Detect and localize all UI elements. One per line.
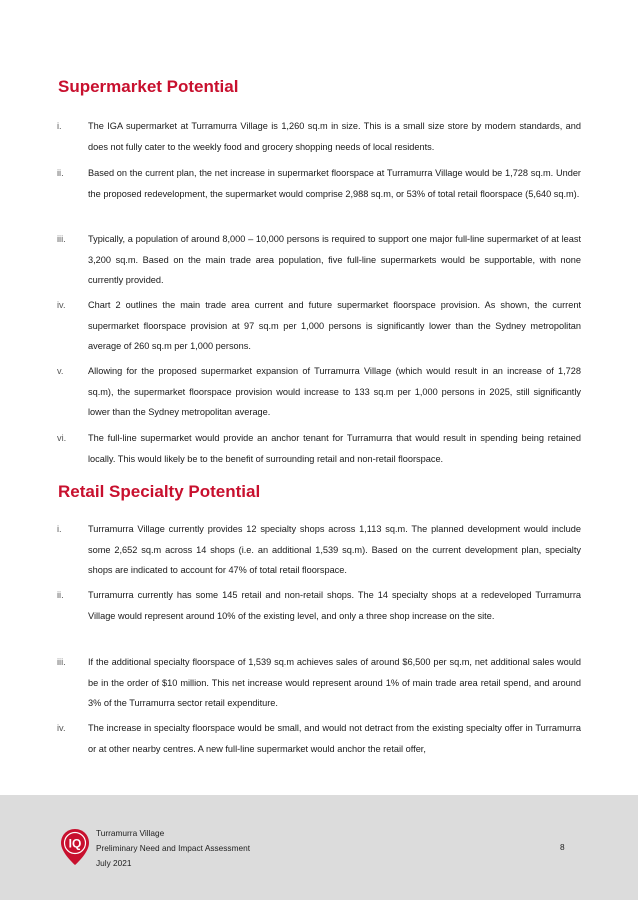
logo-text: IQ <box>68 836 82 851</box>
list-item-text: The increase in specialty floorspace would be small, and would not detract from the existing specialty offer in Turramurra or at other nearby centres. A new full-line supermarket would anchor the retail offer, <box>88 723 581 754</box>
list-item-number: ii. <box>57 590 64 600</box>
footer-report-title: Preliminary Need and Impact Assessment <box>96 843 251 853</box>
list-item-text: The IGA supermarket at Turramurra Village is 1,260 sq.m in size. This is a small size store by modern standards, and does not fully cater to the weekly food and grocery shopping needs of local residents. <box>88 121 581 152</box>
iq-logo-icon <box>60 828 90 866</box>
list-item-text: If the additional specialty floorspace of 1,539 sq.m achieves sales of around $6,500 per sq.m, net additional sales would be in the order of $10 million. This net increase would represent around 1% of main trade area retail spend, and around 3% of the Turramurra sector retail expenditure. <box>88 657 581 708</box>
list-item-text: Turramurra currently has some 145 retail and non-retail shops. The 14 specialty shops at a redeveloped Turramurra Village would represent around 10% of the existing level, and only a three shop increase on the site. <box>88 590 581 621</box>
list-item-text: The full-line supermarket would provide an anchor tenant for Turramurra that would result in spending being retained locally. This would likely be to the benefit of surrounding retail and non-retail floorspace. <box>88 433 581 464</box>
list-item-text: Based on the current plan, the net increase in supermarket floorspace at Turramurra Village would be 1,728 sq.m. Under the proposed redevelopment, the supermarket would comprise 2,988 sq.m, or 53% of total retail floorspace (5,640 sq.m). <box>88 168 581 199</box>
list-item-number: iii. <box>57 657 66 667</box>
footer-project-name: Turramurra Village <box>96 828 165 838</box>
section-heading-retail-specialty: Retail Specialty Potential <box>58 482 261 501</box>
list-item-number: i. <box>57 121 62 131</box>
list-item-number: i. <box>57 524 62 534</box>
footer-date: July 2021 <box>96 858 132 868</box>
list-item-text: Turramurra Village currently provides 12 specialty shops across 1,113 sq.m. The planned development would include some 2,652 sq.m across 14 shops (i.e. an additional 1,539 sq.m). Based on the current development plan, specialty shops are indicated to account for 47% of total retail floorspace. <box>88 524 581 575</box>
list-item-text: Chart 2 outlines the main trade area current and future supermarket floorspace provision. As shown, the current supermarket floorspace provision at 97 sq.m per 1,000 persons is significantly lower than the Sydney metropolitan average of 260 sq.m per 1,000 persons. <box>88 300 581 351</box>
list-item-text: Allowing for the proposed supermarket expansion of Turramurra Village (which would result in an increase of 1,728 sq.m), the supermarket floorspace provision would increase to 133 sq.m per 1,000 persons in 2025, still significantly lower than the Sydney metropolitan average. <box>88 366 581 417</box>
list-item-number: iii. <box>57 234 66 244</box>
section-heading-supermarket: Supermarket Potential <box>58 77 239 96</box>
list-item-number: iv. <box>57 300 66 310</box>
list-item-number: v. <box>57 366 64 376</box>
list-item-number: vi. <box>57 433 67 443</box>
list-item-number: ii. <box>57 168 64 178</box>
page-number: 8 <box>560 842 565 852</box>
list-item-text: Typically, a population of around 8,000 – 10,000 persons is required to support one major full-line supermarket of at least 3,200 sq.m. Based on the main trade area population, five full-line supermarkets would be supportable, with none currently provided. <box>88 234 581 285</box>
list-item-number: iv. <box>57 723 66 733</box>
